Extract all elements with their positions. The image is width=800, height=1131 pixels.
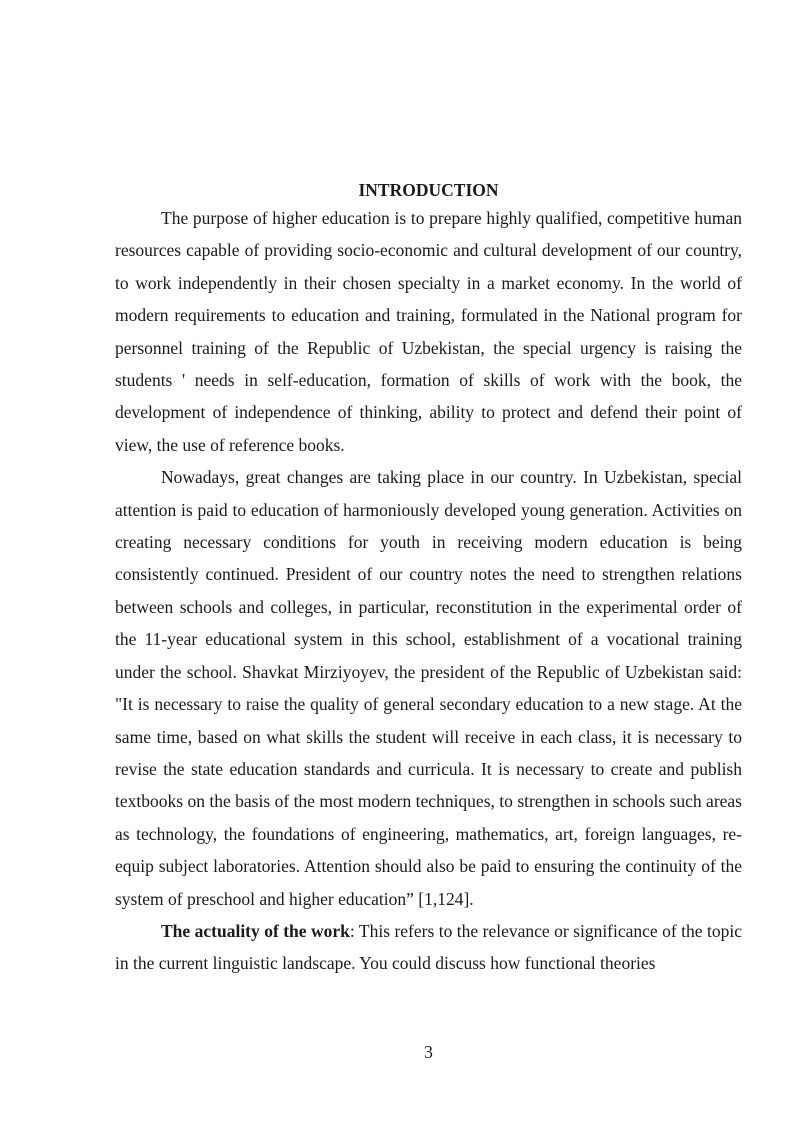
paragraph-actuality: [115, 915, 742, 980]
document-page: [115, 178, 742, 980]
paragraph-text: The purpose of higher education is to prepare highly qualified, competitive human resources capable of providing socio-economic and cultural development of our country, to work independently in their chosen specialty in a market economy. In the world of modern requirements to education and training, formulated in the National program for personnel training of the Republic of Uzbekistan, the special urgency is raising the students ' needs in self-education, formation of skills of work with the book, the development of independence of thinking, ability to protect and defend their point of view, the use of reference books.: [115, 208, 742, 455]
paragraph-lead: The actuality of the work: [161, 920, 350, 941]
page-number: 3: [424, 1042, 433, 1062]
paragraph-text: Nowadays, great changes are taking place in our country. In Uzbekistan, special attention is paid to education of harmoniously developed young generation. Activities on creating necessary conditions for youth in receiving modern education is being consistently continued. President of our country notes the need to strengthen relations between schools and colleges, in particular, reconstitution in the experimental order of the 11-year educational system in this school, establishment of a vocational training under the school. Shavkat Mirziyoyev, the president of the Republic of Uzbekistan said: "It is necessary to raise the quality of general secondary education to a new stage. At the same time, based on what skills the student will receive in each class, it is necessary to revise the state education standards and curricula. It is necessary to create and publish textbooks on the basis of the most modern techniques, to strengthen in schools such areas as technology, the foundations of engineering, mathematics, art, foreign languages, re-equip subject laboratories. Attention should also be paid to ensuring the continuity of the system of preschool and higher education” [1,124].: [115, 467, 742, 909]
section-heading: INTRODUCTION: [358, 180, 499, 200]
paragraph-changes: [115, 461, 742, 915]
paragraph-purpose: [115, 202, 742, 461]
paragraph-text: : This refers to the relevance or significance of the topic in the current linguistic landscape. You could discuss how functional theories: [115, 920, 742, 974]
